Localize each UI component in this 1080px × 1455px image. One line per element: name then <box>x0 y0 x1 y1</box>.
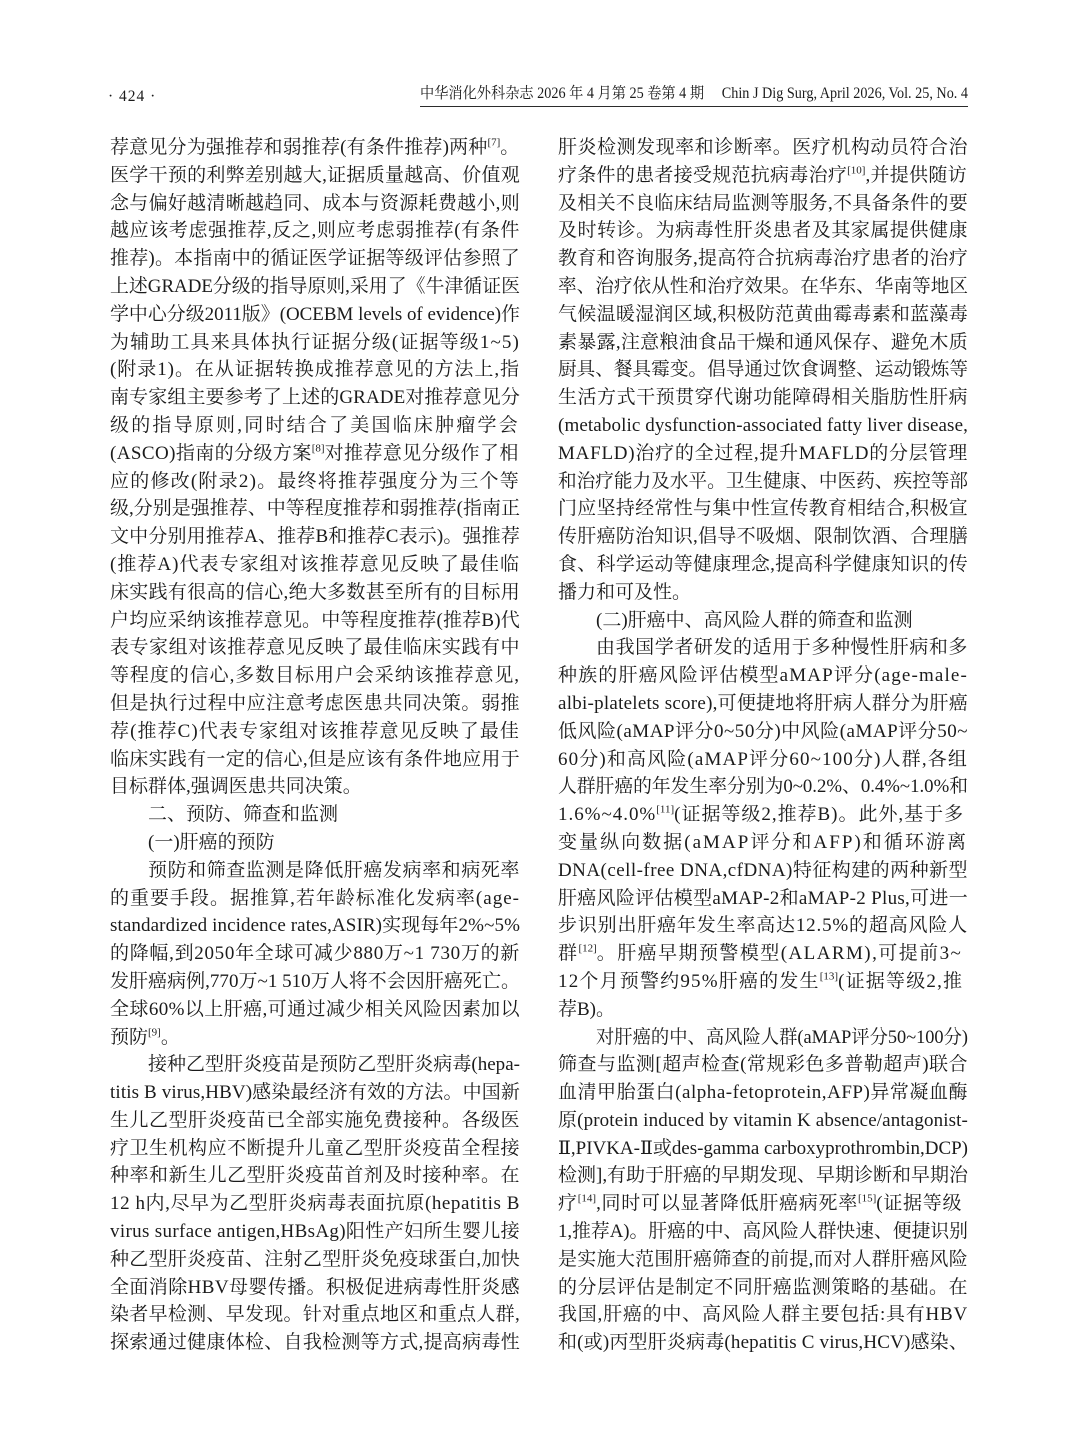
text-line-content: 1,推荐A)。肝癌的中、高风险人群快速、便捷识别 <box>558 1221 968 1243</box>
text-line <box>558 634 968 662</box>
text-line <box>558 1301 968 1329</box>
text-line-content: 食、科学运动等健康理念,提高科学健康知识的传 <box>558 553 968 575</box>
text-line-content: standardized incidence rates,ASIR)实现每年2%~5% <box>110 915 520 937</box>
text-line-content: 越应该考虑强推荐,反之,则应考虑弱推荐(有条件 <box>110 220 520 242</box>
text-line <box>558 1246 968 1274</box>
text-line <box>558 523 968 551</box>
text-line <box>110 801 520 829</box>
text-line-content: 接种乙型肝炎疫苗是预防乙型肝炎病毒(hepa- <box>148 1054 520 1076</box>
text-line-content: 种族的肝癌风险评估模型aMAP评分(age-male- <box>558 665 968 687</box>
text-line-content: 医学干预的利弊差别越大,证据质量越高、价值观 <box>110 164 520 186</box>
text-line <box>558 1051 968 1079</box>
text-line-content: (一)肝癌的预防 <box>148 831 275 853</box>
text-line <box>110 1301 520 1329</box>
text-line-content: (附录1)。在从证据转换成推荐意见的方法上,指 <box>110 359 520 381</box>
text-line <box>558 134 968 162</box>
text-line <box>558 551 968 579</box>
text-line <box>558 412 968 440</box>
text-line <box>558 940 968 968</box>
text-line <box>110 523 520 551</box>
text-line-content: 种率和新生儿乙型肝炎疫苗首剂及时接种率。在 <box>110 1165 520 1187</box>
text-line-content: 疗[14],同时可以显著降低肝癌病死率[15](证据等级 <box>558 1192 963 1215</box>
text-line <box>110 912 520 940</box>
text-line-content: albi-platelets score),可便捷地将肝病人群分为肝癌 <box>558 692 968 714</box>
text-line-content: 发肝癌病例,770万~1 510万人将不会因肝癌死亡。 <box>110 970 520 992</box>
text-line <box>558 495 968 523</box>
text-line <box>558 607 968 635</box>
text-line-content: 检测],有助于肝癌的早期发现、早期诊断和早期治 <box>558 1165 968 1187</box>
text-line <box>558 1329 968 1357</box>
text-line-content: 荐B)。 <box>558 998 616 1020</box>
text-line-content: 和治疗能力及水平。卫生健康、中医药、疾控等部 <box>558 470 968 492</box>
text-line-content: 全球60%以上肝癌,可通过减少相关风险因素加以 <box>110 998 520 1020</box>
text-line <box>558 662 968 690</box>
text-line <box>110 690 520 718</box>
text-line <box>110 329 520 357</box>
text-line-content: 荐意见分为强推荐和弱推荐(有条件推荐)两种[7]。 <box>110 136 520 158</box>
text-line <box>110 412 520 440</box>
text-line-content: 气候温暖湿润区域,积极防范黄曲霉毒素和蓝藻毒 <box>558 303 968 325</box>
text-line <box>110 440 520 468</box>
text-line <box>558 245 968 273</box>
text-line <box>110 301 520 329</box>
text-line-content: 念与偏好越清晰越趋同、成本与资源耗费越小,则 <box>110 192 520 214</box>
text-line <box>110 1135 520 1163</box>
text-line-content: 变量纵向数据(aMAP评分和AFP)和循环游离 <box>558 831 968 853</box>
running-head <box>420 82 968 107</box>
text-line-content: 荐(推荐C)代表专家组对该推荐意见反映了最佳 <box>110 720 520 742</box>
text-line-content: 级,分别是强推荐、中等程度推荐和弱推荐(指南正 <box>110 498 520 520</box>
text-line <box>558 718 968 746</box>
text-line-content: 上述GRADE分级的指导原则,采用了《牛津循证医 <box>110 275 520 297</box>
text-line-content: 群[12]。肝癌早期预警模型(ALARM),可提前3~ <box>558 942 963 965</box>
text-line-content: 生活方式干预贯穿代谢功能障碍相关脂肪性肝病 <box>558 387 968 409</box>
text-line <box>110 1246 520 1274</box>
text-line-content: 南专家组主要参考了上述的GRADE对推荐意见分 <box>110 387 520 409</box>
text-line <box>110 829 520 857</box>
text-line <box>110 968 520 996</box>
text-line-content: 传肝癌防治知识,倡导不吸烟、限制饮酒、合理膳 <box>558 526 968 548</box>
text-line <box>558 1190 968 1218</box>
text-line-content: (推荐A)代表专家组对该推荐意见反映了最佳临 <box>110 553 520 575</box>
text-line-content: 床实践有很高的信心,绝大多数甚至所有的目标用 <box>110 581 520 603</box>
text-line-content: 及时转诊。为病毒性肝炎患者及其家属提供健康 <box>558 220 968 242</box>
text-line-content: 素暴露,注意粮油食品干燥和通风保存、避免木质 <box>558 331 968 353</box>
text-line <box>110 607 520 635</box>
text-line-content: Ⅱ,PIVKA-Ⅱ或des-gamma carboxyprothrombin,DCP) <box>558 1137 968 1159</box>
text-line <box>110 1051 520 1079</box>
text-line <box>110 273 520 301</box>
text-line-content: 步识别出肝癌年发生率高达12.5%的超高风险人 <box>558 915 968 937</box>
text-column-right <box>558 134 968 1357</box>
text-line-content: 学中心分级2011版》(OCEBM levels of evidence)作 <box>110 303 520 325</box>
text-line <box>110 746 520 774</box>
text-line-content: (二)肝癌中、高风险人群的筛查和监测 <box>596 609 913 631</box>
running-head-text: 中华消化外科杂志 2026 年 4 月第 25 卷第 4 期 Chin J Dig Surg, April 2026, Vol. 25, No. 4 <box>420 85 968 102</box>
text-line <box>110 634 520 662</box>
text-line <box>558 162 968 190</box>
text-line <box>110 857 520 885</box>
text-line <box>558 690 968 718</box>
text-line <box>558 1135 968 1163</box>
text-line-content: 级的指导原则,同时结合了美国临床肿瘤学会 <box>110 414 520 436</box>
text-line-content: 及相关不良临床结局监测等服务,不具备条件的要 <box>558 192 968 214</box>
text-line <box>558 746 968 774</box>
text-line-content: 为辅助工具来具体执行证据分级(证据等级1~5) <box>110 331 520 353</box>
text-line <box>558 968 968 996</box>
text-line <box>558 301 968 329</box>
text-line <box>558 1079 968 1107</box>
text-line-content: 目标群体,强调医患共同决策。 <box>110 776 362 798</box>
text-line-content: 文中分别用推荐A、推荐B和推荐C表示)。强推荐 <box>110 526 520 548</box>
text-line <box>558 885 968 913</box>
text-line <box>110 885 520 913</box>
text-line-content: 门应坚持经常性与集中性宣传教育相结合,积极宣 <box>558 498 968 520</box>
text-line <box>110 1190 520 1218</box>
text-line-content: 疗卫生机构应不断提升儿童乙型肝炎疫苗全程接 <box>110 1137 520 1159</box>
text-line-content: 我国,肝癌的中、高风险人群主要包括:具有HBV <box>558 1304 968 1326</box>
text-line-content: 是实施大范围肝癌筛查的前提,而对人群肝癌风险 <box>558 1248 968 1270</box>
text-line-content: (ASCO)指南的分级方案[8]对推荐意见分级作了相 <box>110 442 519 464</box>
text-line-content: 种乙型肝炎疫苗、注射乙型肝炎免疫球蛋白,加快 <box>110 1248 520 1270</box>
text-line <box>558 190 968 218</box>
text-line-content: 12个月预警约95%肝癌的发生[13](证据等级2,推 <box>558 970 964 992</box>
text-line <box>558 996 968 1024</box>
text-line-content: 但是执行过程中应注意考虑医患共同决策。弱推 <box>110 692 520 714</box>
text-line-content: 预防和筛查监测是降低肝癌发病率和病死率 <box>148 859 520 881</box>
reference-superscript: [13] <box>819 970 839 983</box>
text-line <box>110 662 520 690</box>
text-line <box>558 1274 968 1302</box>
text-line-content: 率、治疗依从性和治疗效果。在华东、华南等地区 <box>558 275 968 297</box>
text-line <box>558 912 968 940</box>
text-line-content: 教育和咨询服务,提高符合抗病毒治疗患者的治疗 <box>558 248 968 270</box>
text-line-content: 户均应采纳该推荐意见。中等程度推荐(推荐B)代 <box>110 609 520 631</box>
reference-superscript: [12] <box>578 942 597 955</box>
text-line-content: 的降幅,到2050年全球可减少880万~1 730万的新 <box>110 943 520 965</box>
page-number: · 424 · <box>108 88 157 105</box>
text-line-content: 低风险(aMAP评分0~50分)中风险(aMAP评分50~ <box>558 720 968 742</box>
text-line-content: (metabolic dysfunction-associated fatty liver disease, <box>558 414 968 436</box>
text-line <box>558 1162 968 1190</box>
text-line-content: 预防[9]。 <box>110 1026 180 1048</box>
text-line <box>558 857 968 885</box>
text-line-content: 12 h内,尽早为乙型肝炎病毒表面抗原(hepatitis B <box>110 1193 520 1215</box>
text-line <box>110 1274 520 1302</box>
text-line <box>110 384 520 412</box>
text-line-content: 对肝癌的中、高风险人群(aMAP评分50~100分) <box>596 1026 968 1048</box>
text-line-content: titis B virus,HBV)感染最经济有效的方法。中国新 <box>110 1082 520 1104</box>
text-line <box>110 773 520 801</box>
reference-superscript: [10] <box>847 164 866 177</box>
text-line <box>558 440 968 468</box>
text-line-content: 探索通过健康体检、自我检测等方式,提高病毒性 <box>110 1332 520 1354</box>
text-line <box>558 801 968 829</box>
text-line <box>558 384 968 412</box>
text-line <box>110 1162 520 1190</box>
text-line <box>110 1218 520 1246</box>
text-line-content: 等程度的信心,多数目标用户会采纳该推荐意见, <box>110 665 520 687</box>
text-line <box>110 162 520 190</box>
text-line <box>110 579 520 607</box>
text-line-content: 临床实践有一定的信心,但是应该有条件地应用于 <box>110 748 520 770</box>
text-line-content: 人群肝癌的年发生率分别为0~0.2%、0.4%~1.0%和 <box>558 776 968 798</box>
text-line <box>110 356 520 384</box>
text-line <box>110 245 520 273</box>
text-line <box>110 718 520 746</box>
text-line-content: 二、预防、筛查和监测 <box>148 804 339 826</box>
text-line <box>558 217 968 245</box>
text-line <box>558 773 968 801</box>
text-line <box>558 1218 968 1246</box>
text-line-content: 全面消除HBV母婴传播。积极促进病毒性肝炎感 <box>110 1276 520 1298</box>
text-line <box>558 1107 968 1135</box>
text-line <box>110 134 520 162</box>
text-line <box>110 940 520 968</box>
text-line <box>110 1024 520 1052</box>
text-line-content: 推荐)。本指南中的循证医学证据等级评估参照了 <box>110 248 520 270</box>
text-line <box>110 468 520 496</box>
text-line <box>558 829 968 857</box>
reference-superscript: [9] <box>148 1026 161 1039</box>
text-line-content: 肝炎检测发现率和诊断率。医疗机构动员符合治 <box>558 137 968 158</box>
reference-superscript: [14] <box>577 1192 597 1205</box>
reference-superscript: [11] <box>656 803 675 816</box>
reference-superscript: [8] <box>311 442 325 455</box>
text-line-content: MAFLD)治疗的全过程,提升MAFLD的分层管理 <box>558 442 968 464</box>
text-line <box>558 356 968 384</box>
text-line-content: 播力和可及性。 <box>558 581 692 603</box>
text-line <box>110 1079 520 1107</box>
text-line-content: virus surface antigen,HBsAg)阳性产妇所生婴儿接 <box>110 1221 520 1243</box>
text-line-content: 的分层评估是制定不同肝癌监测策略的基础。在 <box>558 1276 968 1298</box>
text-line-content: 表专家组对该推荐意见反映了最佳临床实践有中 <box>110 637 520 659</box>
text-line-content: 和(或)丙型肝炎病毒(hepatitis C virus,HCV)感染、 <box>558 1332 968 1354</box>
text-line-content: 1.6%~4.0%[11](证据等级2,推荐B)。此外,基于多 <box>558 803 965 826</box>
text-line-content: 染者早检测、早发现。针对重点地区和重点人群, <box>110 1304 520 1326</box>
text-line <box>558 579 968 607</box>
text-line-content: 应的修改(附录2)。最终将推荐强度分为三个等 <box>110 470 520 492</box>
text-line-content: 血清甲胎蛋白(alpha-fetoprotein,AFP)异常凝血酶 <box>558 1082 968 1104</box>
text-line-content: 筛查与监测[超声检查(常规彩色多普勒超声)联合 <box>558 1054 968 1076</box>
text-line-content: 厨具、餐具霉变。倡导通过饮食调整、运动锻炼等 <box>558 359 968 381</box>
text-line-content: 疗条件的患者接受规范抗病毒治疗[10],并提供随访 <box>558 164 967 186</box>
reference-superscript: [7] <box>487 136 501 149</box>
reference-superscript: [15] <box>857 1192 877 1205</box>
text-line <box>558 1024 968 1052</box>
text-line <box>110 190 520 218</box>
text-line <box>110 495 520 523</box>
text-line <box>110 551 520 579</box>
text-line <box>558 329 968 357</box>
text-column-left <box>110 134 520 1357</box>
text-line <box>558 273 968 301</box>
text-line <box>110 217 520 245</box>
text-line <box>110 1329 520 1357</box>
text-line-content: 肝癌风险评估模型aMAP-2和aMAP-2 Plus,可进一 <box>558 887 968 909</box>
text-line-content: DNA(cell-free DNA,cfDNA)特征构建的两种新型 <box>558 859 968 881</box>
text-line-content: 60分)和高风险(aMAP评分60~100分)人群,各组 <box>558 748 968 770</box>
text-line <box>110 1107 520 1135</box>
text-line-content: 的重要手段。据推算,若年龄标准化发病率(age- <box>110 887 520 909</box>
text-line <box>110 996 520 1024</box>
text-line <box>558 468 968 496</box>
text-line-content: 生儿乙型肝炎疫苗已全部实施免费接种。各级医 <box>110 1109 520 1131</box>
text-line-content: 由我国学者研发的适用于多种慢性肝病和多 <box>596 637 968 659</box>
text-line-content: 原(protein induced by vitamin K absence/antagonist- <box>558 1109 968 1131</box>
